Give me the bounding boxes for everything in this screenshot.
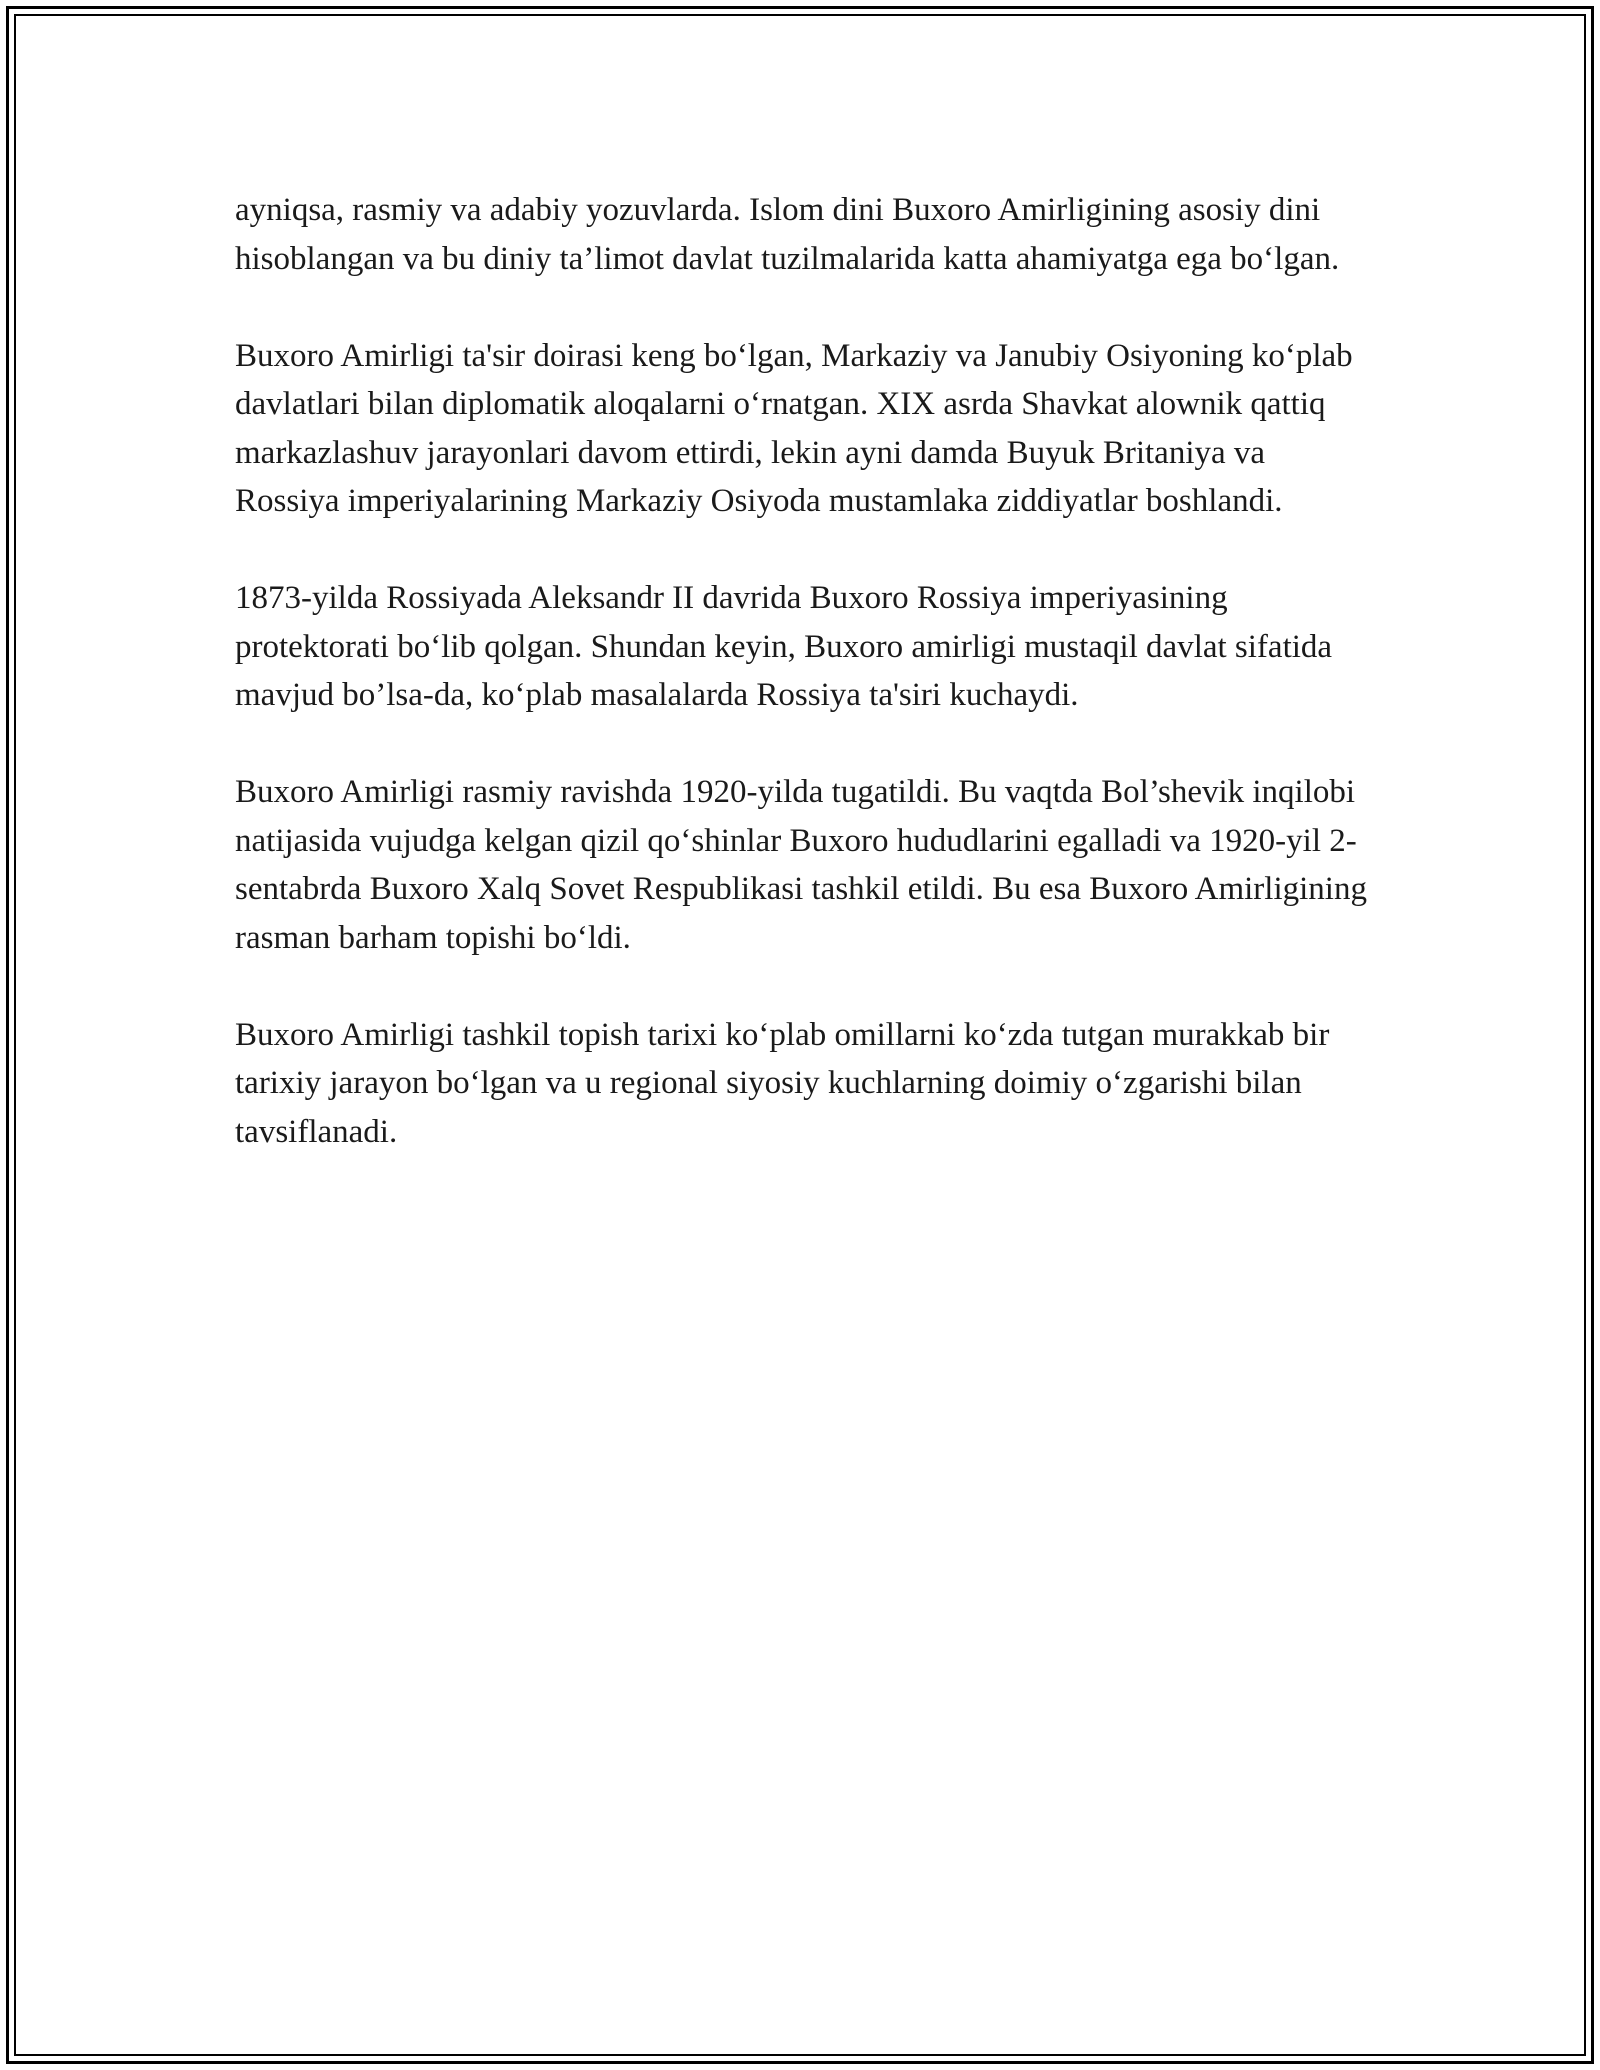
paragraph: Buxoro Amirligi ta'sir doirasi keng bo‘lgan, Markaziy va Janubiy Osiyoning ko‘plab davlatlari bilan diplomatik aloqalarni o‘rnatgan. XIX asrda Shavkat alownik qattiq markazlashuv jarayonlari davom ettirdi, lekin ayni damda Buyuk Britaniya va Rossiya imperiyalarining Markaziy Osiyoda mustamlaka ziddiyatlar boshlandi. xyxy=(235,337,1353,519)
paragraph: 1873-yilda Rossiyada Aleksandr II davrida Buxoro Rossiya imperiyasining protektorati bo‘lib qolgan. Shundan keyin, Buxoro amirligi mustaqil davlat sifatida mavjud bo’lsa-da, ko‘plab masalalarda Rossiya ta'siri kuchaydi. xyxy=(235,580,1333,713)
document-body xyxy=(235,186,1375,1205)
paragraph: Buxoro Amirligi tashkil topish tarixi ko‘plab omillarni ko‘zda tutgan murakkab bir tarixiy jarayon bo‘lgan va u regional siyosiy kuchlarning doimiy o‘zgarishi bilan tavsiflanadi. xyxy=(235,1016,1330,1150)
paragraph: Buxoro Amirligi rasmiy ravishda 1920-yilda tugatildi. Bu vaqtda Bol’shevik inqilobi natijasida vujudga kelgan qizil qo‘shinlar Buxoro hududlarini egalladi va 1920-yil 2-sentabrda Buxoro Xalq Sovet Respublikasi tashkil etildi. Bu esa Buxoro Amirligining rasman barham topishi bo‘ldi. xyxy=(235,774,1367,956)
paragraph: ayniqsa, rasmiy va adabiy yozuvlarda. Islom dini Buxoro Amirligining asosiy dini hisoblangan va bu diniy ta’limot davlat tuzilmalarida katta ahamiyatga ega bo‘lgan. xyxy=(235,192,1340,277)
